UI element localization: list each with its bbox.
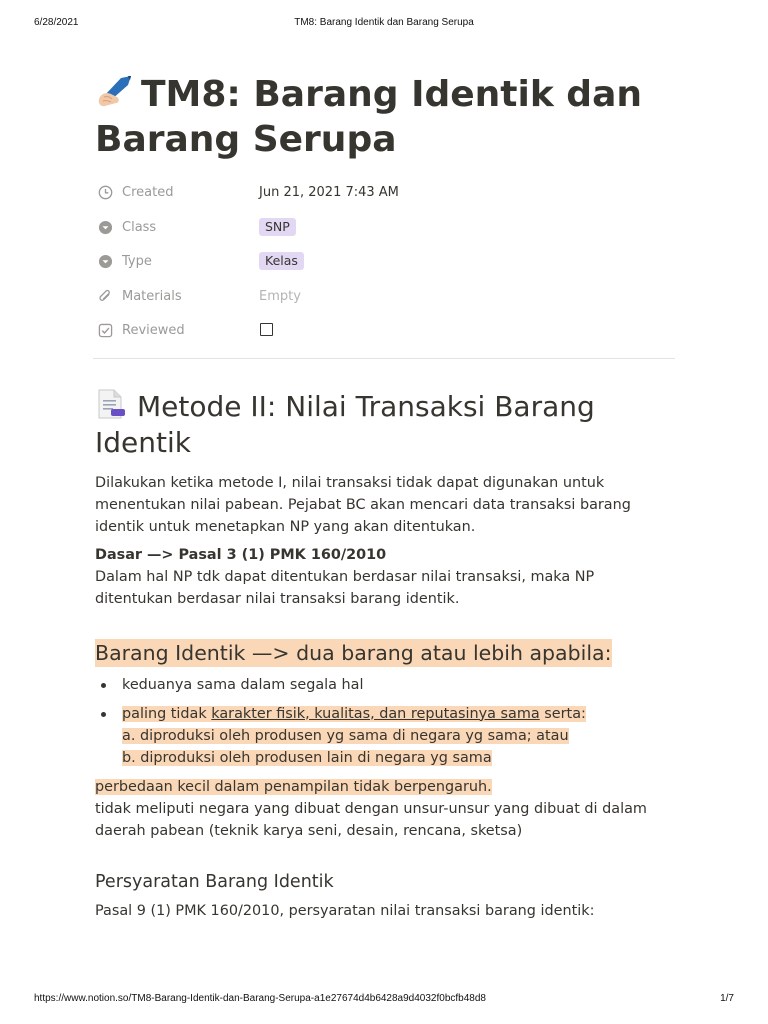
created-value: Jun 21, 2021 7:43 AM xyxy=(259,185,399,200)
paperclip-icon xyxy=(98,289,113,304)
persyaratan-heading: Persyaratan Barang Identik xyxy=(95,871,334,892)
highlight-text: perbedaan kecil dalam penampilan tidak berpengaruh. xyxy=(95,778,492,795)
clock-icon xyxy=(98,185,113,200)
property-type xyxy=(95,246,675,281)
print-page-number: 1/7 xyxy=(720,993,734,1004)
persyaratan-paragraph: Pasal 9 (1) PMK 160/2010, persyaratan nilai transaksi barang identik: xyxy=(95,902,595,919)
materials-value[interactable]: Empty xyxy=(259,288,301,304)
property-materials xyxy=(95,281,675,316)
page-facing-up-icon xyxy=(95,389,127,419)
highlight-text: b. diproduksi oleh produsen lain di negara yg sama xyxy=(122,749,492,766)
print-date: 6/28/2021 xyxy=(34,17,79,28)
highlight-text: paling tidak xyxy=(122,705,212,722)
property-name: Created xyxy=(122,185,174,200)
dasar-label-text: Dasar —> Pasal 3 (1) PMK 160/2010 xyxy=(95,546,387,563)
underlined-highlight-text: karakter fisik, kualitas, dan reputasinya sama xyxy=(211,705,540,722)
property-name: Type xyxy=(122,254,152,269)
writing-hand-icon xyxy=(95,75,135,109)
print-url: https://www.notion.so/TM8-Barang-Identik-dan-Barang-Serupa-a1e27674d4b6428a9d4032f0bcfb48d8 xyxy=(34,993,486,1004)
property-name: Class xyxy=(122,219,157,235)
property-created xyxy=(95,177,675,212)
page-title-text: TM8: Barang Identik dan Barang Serupa xyxy=(95,74,642,160)
list-item xyxy=(95,674,675,696)
properties-divider xyxy=(93,358,675,359)
type-tag[interactable]: Kelas xyxy=(259,252,304,270)
property-reviewed xyxy=(95,315,675,350)
property-class xyxy=(95,212,675,247)
reviewed-checkbox[interactable] xyxy=(260,323,273,336)
dasar-label xyxy=(95,544,675,566)
select-icon xyxy=(98,220,113,235)
property-name: Reviewed xyxy=(122,323,185,338)
section-heading-metode-ii xyxy=(95,389,675,461)
dasar-paragraph: Dalam hal NP tdk dapat ditentukan berdasar nilai transaksi, maka NP ditentukan berdasar nilai transaksi barang identik. xyxy=(95,568,595,607)
list-item-text: keduanya sama dalam segala hal xyxy=(122,676,364,693)
class-tag[interactable]: SNP xyxy=(259,218,296,236)
bullet-dot xyxy=(101,712,106,717)
select-icon xyxy=(98,254,113,269)
bullet-dot xyxy=(101,683,106,688)
bullet-list xyxy=(95,674,675,769)
intro-paragraph: Dilakukan ketika metode I, nilai transaksi tidak dapat digunakan untuk menentukan nilai pabean. Pejabat BC akan mencari data transaksi barang identik untuk menetapkan NP yang akan ditentukan. xyxy=(95,474,631,535)
checkbox-icon xyxy=(98,323,113,338)
highlight-text: a. diproduksi oleh produsen yg sama di negara yg sama; atau xyxy=(122,727,569,744)
properties-table xyxy=(95,177,675,350)
highlight-text: serta: xyxy=(539,705,586,722)
list-item xyxy=(95,703,675,769)
section-heading-text: Metode II: Nilai Transaksi Barang Identik xyxy=(95,389,595,459)
notion-page xyxy=(95,72,675,922)
page-title xyxy=(95,72,675,162)
property-name: Materials xyxy=(122,288,182,304)
note-text: tidak meliputi negara yang dibuat dengan unsur-unsur yang dibuat di dalam daerah pabean (teknik karya seni, desain, rencana, sketsa) xyxy=(95,800,647,839)
note-paragraph xyxy=(95,776,675,842)
barang-identik-heading: Barang Identik —> dua barang atau lebih apabila: xyxy=(95,640,612,665)
print-header xyxy=(0,17,768,31)
print-title: TM8: Barang Identik dan Barang Serupa xyxy=(294,17,474,28)
